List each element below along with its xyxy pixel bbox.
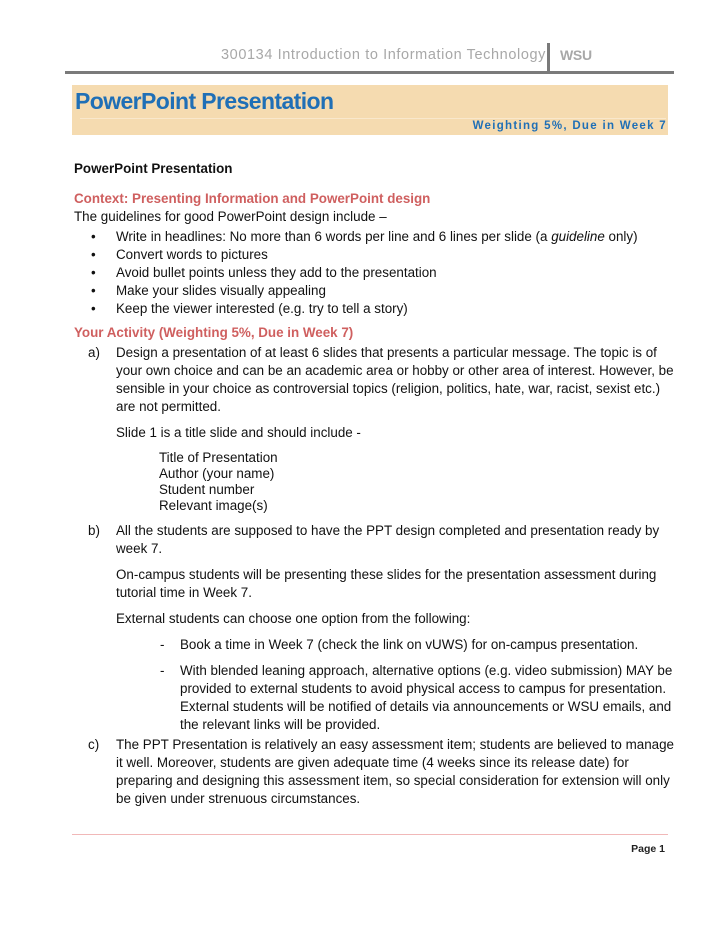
item-paragraph: All the students are supposed to have the PPT design completed and presentation ready by week 7. (116, 523, 660, 556)
list-item-text: Make your slides visually appealing (116, 283, 326, 298)
item-paragraph: On-campus students will be presenting these slides for the presentation assessment during tutorial time in Week 7. (116, 567, 657, 600)
list-item-text: Keep the viewer interested (e.g. try to tell a story) (116, 301, 408, 316)
list-item (74, 264, 674, 282)
list-item-text: Book a time in Week 7 (check the link on vUWS) for on-campus presentation. (180, 637, 639, 652)
dash-icon: - (160, 663, 165, 678)
external-options-list (74, 636, 674, 734)
list-item (74, 228, 674, 246)
title-box-rule (80, 118, 666, 119)
item-paragraph: External students can choose one option from the following: (116, 611, 471, 626)
section-heading: PowerPoint Presentation (74, 161, 233, 176)
header-divider (547, 43, 550, 74)
list-item-text: Avoid bullet points unless they add to the presentation (116, 265, 437, 280)
list-item (74, 300, 674, 318)
activity-item-b (74, 522, 674, 734)
list-item (74, 662, 674, 734)
bullet-icon: • (91, 229, 96, 244)
slide1-content-item: Student number (159, 482, 255, 497)
slide1-content-item: Relevant image(s) (159, 498, 268, 513)
document-title: PowerPoint Presentation (75, 88, 334, 114)
list-item (74, 246, 674, 264)
bullet-icon: • (91, 301, 96, 316)
title-box (72, 85, 668, 135)
bullet-icon: • (91, 265, 96, 280)
list-item (74, 636, 674, 654)
item-paragraph: Design a presentation of at least 6 slides that presents a particular message. The topic is of your own choice and can be an academic area or hobby or other area of interest. However, be sensible in your choice as controversial topics (religion, politics, hate, war, racist, sexist etc.) are not permitted. (116, 345, 674, 414)
slide1-contents (116, 450, 674, 514)
document-subtitle: Weighting 5%, Due in Week 7 (472, 120, 667, 132)
item-paragraph: The PPT Presentation is relatively an easy assessment item; students are believed to manage it well. Moreover, students are given adequate time (4 weeks since its release date) for preparing and designing this assessment item, so special consideration for extension will only be given under strenuous circumstances. (116, 737, 674, 806)
context-heading: Context: Presenting Information and PowerPoint design (74, 191, 431, 206)
footer-rule (72, 834, 668, 835)
list-item-text: With blended leaning approach, alternative options (e.g. video submission) MAY be provided to external students to avoid physical access to campus for presentation. External students will be notified of details via announcements or WSU emails, and the relevant links will be provided. (180, 663, 673, 732)
list-item-text: only) (604, 229, 638, 244)
org-label: WSU (560, 47, 592, 63)
activity-item-c (74, 736, 674, 808)
guidelines-list (74, 228, 674, 318)
list-item-text: Write in headlines: No more than 6 words per line and 6 lines per slide (a (116, 229, 552, 244)
page-number: Page 1 (631, 843, 665, 855)
guidelines-intro: The guidelines for good PowerPoint design include – (74, 209, 387, 224)
bullet-icon: • (91, 283, 96, 298)
running-header (65, 38, 674, 74)
item-paragraph: Slide 1 is a title slide and should include - (116, 425, 361, 440)
list-item-text: Convert words to pictures (116, 247, 268, 262)
list-item-emphasis: guideline (551, 229, 605, 244)
item-marker: a) (88, 345, 100, 360)
item-marker: b) (88, 523, 100, 538)
bullet-icon: • (91, 247, 96, 262)
list-item (74, 282, 674, 300)
document-body (74, 160, 674, 808)
item-marker: c) (88, 737, 100, 752)
activity-heading: Your Activity (Weighting 5%, Due in Week 7) (74, 325, 354, 340)
activity-item-a (74, 344, 674, 514)
slide1-content-item: Author (your name) (159, 466, 275, 481)
slide1-content-item: Title of Presentation (159, 450, 278, 465)
course-title: 300134 Introduction to Information Technology (221, 47, 546, 63)
dash-icon: - (160, 637, 165, 652)
